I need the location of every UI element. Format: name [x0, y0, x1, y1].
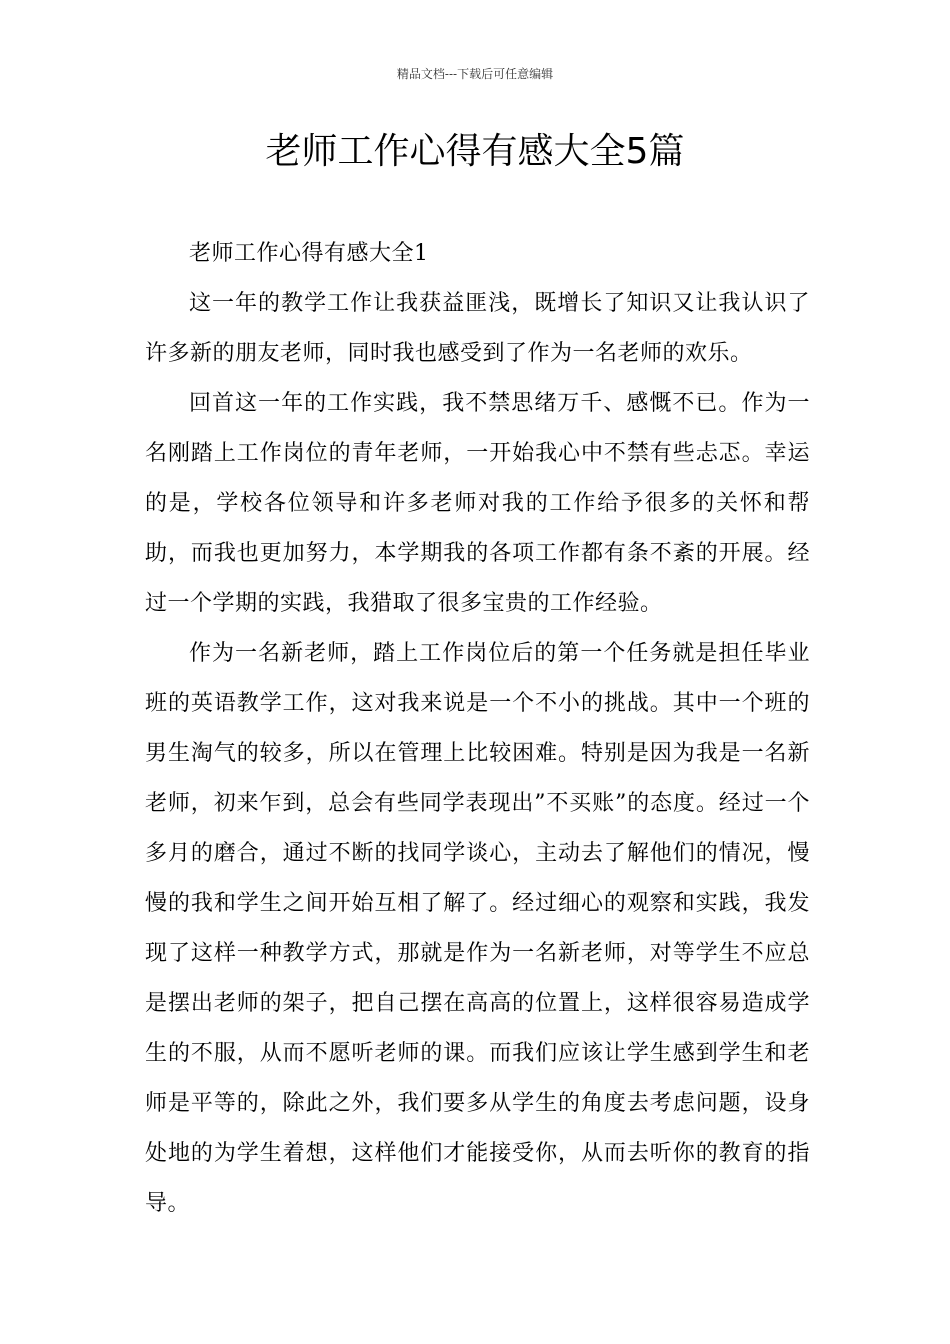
section-heading: 老师工作心得有感大全1: [189, 241, 429, 266]
header-note: 精品文档---下载后可任意编辑: [396, 67, 554, 81]
paragraph: 作为一名新老师，踏上工作岗位后的第一个任务就是担任毕业班的英语教学工作，这对我来说是一个不小的挑战。其中一个班的男生淘气的较多，所以在管理上比较困难。特别是因为我是一名新老师，初来乍到，总会有些同学表现出”不买账”的态度。经过一个多月的磨合，通过不断的找同学谈心，主动去了解他们的情况，慢慢的我和学生之间开始互相了解了。经过细心的观察和实践，我发现了这样一种教学方式，那就是作为一名新老师，对等学生不应总是摆出老师的架子，把自己摆在高高的位置上，这样很容易造成学生的不服，从而不愿听老师的课。而我们应该让学生感到学生和老师是平等的，除此之外，我们要多从学生的角度去考虑问题，设身处地的为学生着想，这样他们才能接受你，从而去听你的教育的指导。: [145, 641, 810, 1216]
document-title: 老师工作心得有感大全5篇: [265, 131, 685, 172]
document-body: [145, 229, 810, 1229]
paragraph: 这一年的教学工作让我获益匪浅，既增长了知识又让我认识了许多新的朋友老师，同时我也感受到了作为一名老师的欢乐。: [145, 291, 810, 366]
paragraph: 回首这一年的工作实践，我不禁思绪万千、感慨不已。作为一名刚踏上工作岗位的青年老师，一开始我心中不禁有些忐忑。幸运的是，学校各位领导和许多老师对我的工作给予很多的关怀和帮助，而我也更加努力，本学期我的各项工作都有条不紊的开展。经过一个学期的实践，我猎取了很多宝贵的工作经验。: [145, 391, 810, 616]
